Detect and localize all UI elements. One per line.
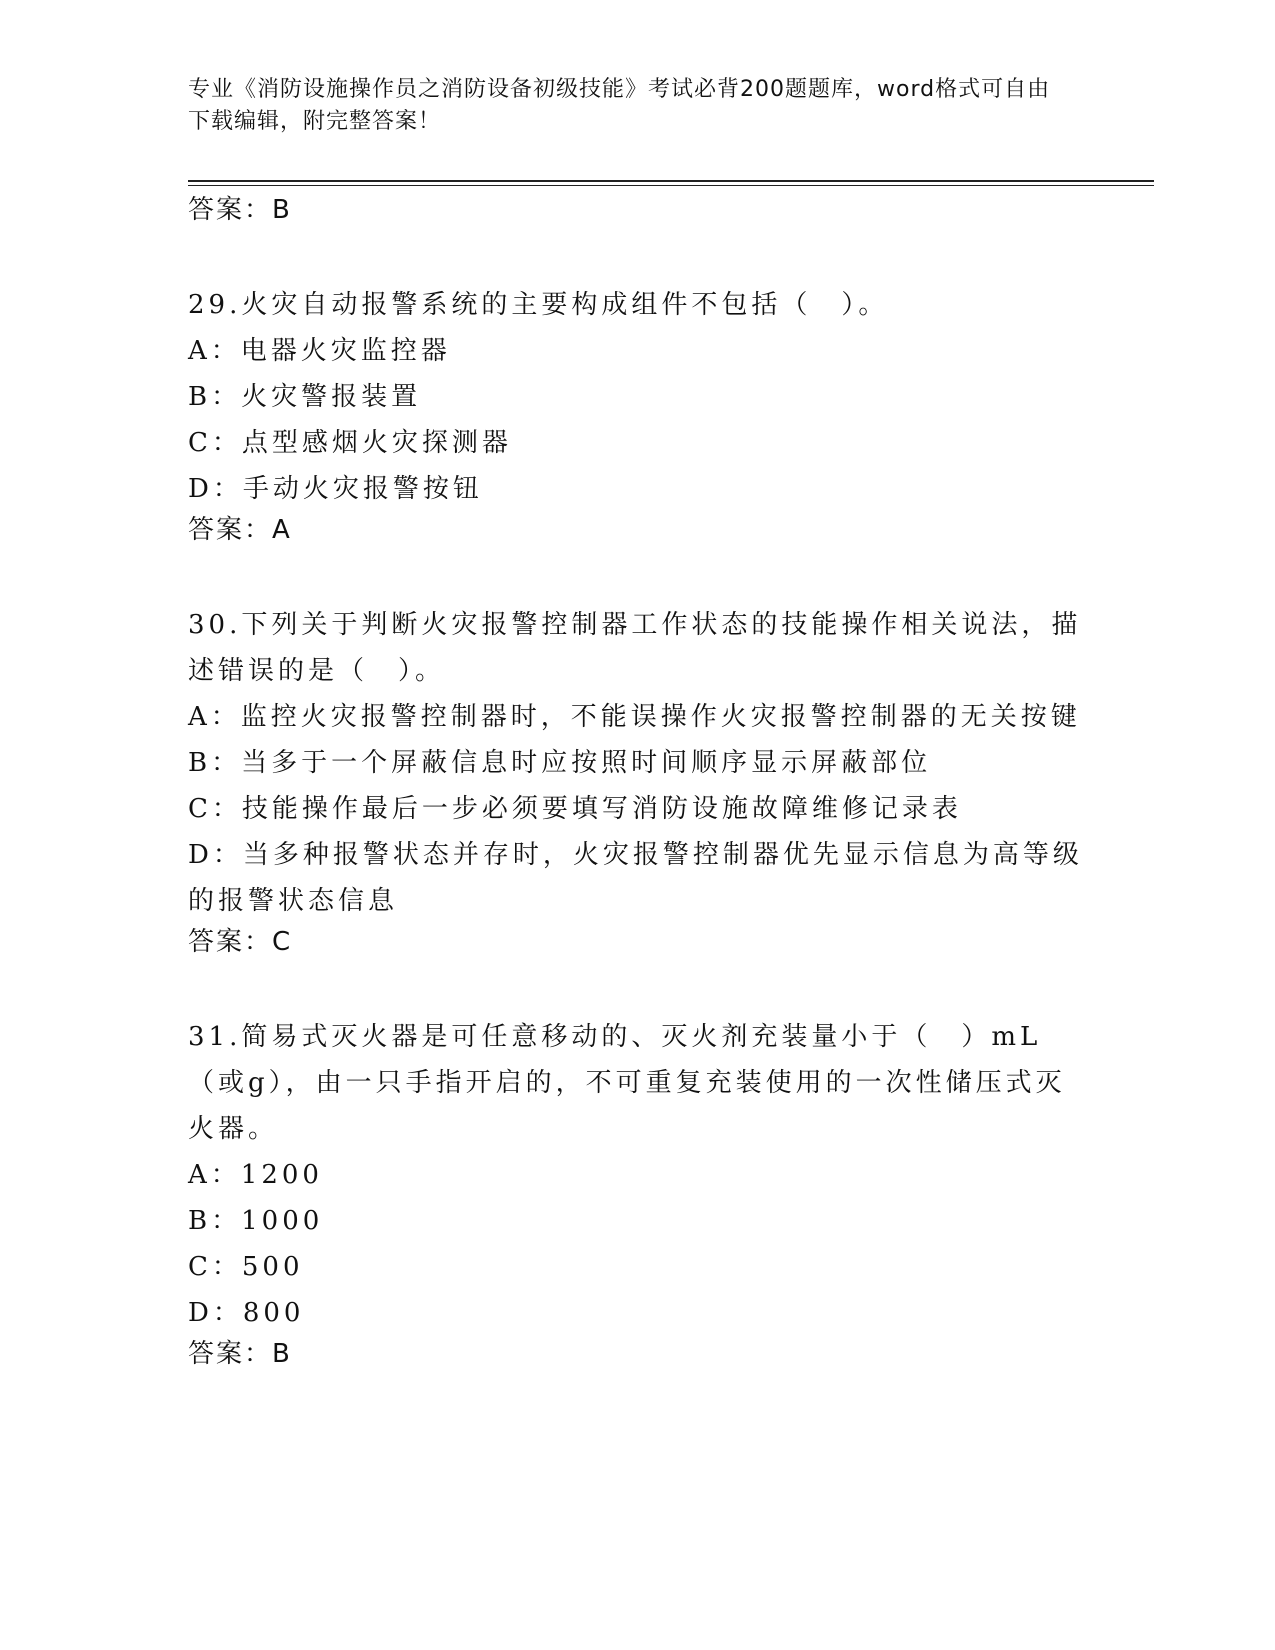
question-block xyxy=(188,1014,1088,1372)
option-c: C：技能操作最后一步必须要填写消防设施故障维修记录表 xyxy=(188,794,962,824)
option-c: C：点型感烟火灾探测器 xyxy=(188,428,512,458)
option-d: D：800 xyxy=(188,1298,305,1328)
option-a: A：电器火灾监控器 xyxy=(188,336,451,366)
answer-line: 答案：A xyxy=(188,515,292,545)
option-d: D：手动火灾报警按钮 xyxy=(188,474,483,504)
option-c: C：500 xyxy=(188,1252,304,1282)
question-block xyxy=(188,282,1088,548)
answer-line: 答案：C xyxy=(188,927,293,957)
option-b: B：当多于一个屏蔽信息时应按照时间顺序显示屏蔽部位 xyxy=(188,748,932,778)
option-d: D：当多种报警状态并存时，火灾报警控制器优先显示信息为高等级的报警状态信息 xyxy=(188,840,1083,916)
header-rule-thin xyxy=(188,185,1154,186)
option-a: A：1200 xyxy=(188,1160,323,1190)
answer-line: 答案：B xyxy=(188,195,292,225)
question-text: 31.简易式灭火器是可任意移动的、灭火剂充装量小于（ ）mL（或g），由一只手指开启的，不可重复充装使用的一次性储压式灭火器。 xyxy=(188,1022,1066,1144)
option-a: A：监控火灾报警控制器时，不能误操作火灾报警控制器的无关按键 xyxy=(188,702,1081,732)
question-block xyxy=(188,602,1088,960)
question-text: 29.火灾自动报警系统的主要构成组件不包括（ ）。 xyxy=(188,290,889,320)
option-b: B：1000 xyxy=(188,1206,324,1236)
document-body xyxy=(188,192,1088,1372)
question-text: 30.下列关于判断火灾报警控制器工作状态的技能操作相关说法，描述错误的是（ ）。 xyxy=(188,610,1082,686)
page-header: 专业《消防设施操作员之消防设备初级技能》考试必背200题题库，word格式可自由下载编辑，附完整答案！ xyxy=(188,77,1051,134)
option-b: B：火灾警报装置 xyxy=(188,382,422,412)
header-rule-thick xyxy=(188,180,1154,182)
answer-line: 答案：B xyxy=(188,1339,292,1369)
